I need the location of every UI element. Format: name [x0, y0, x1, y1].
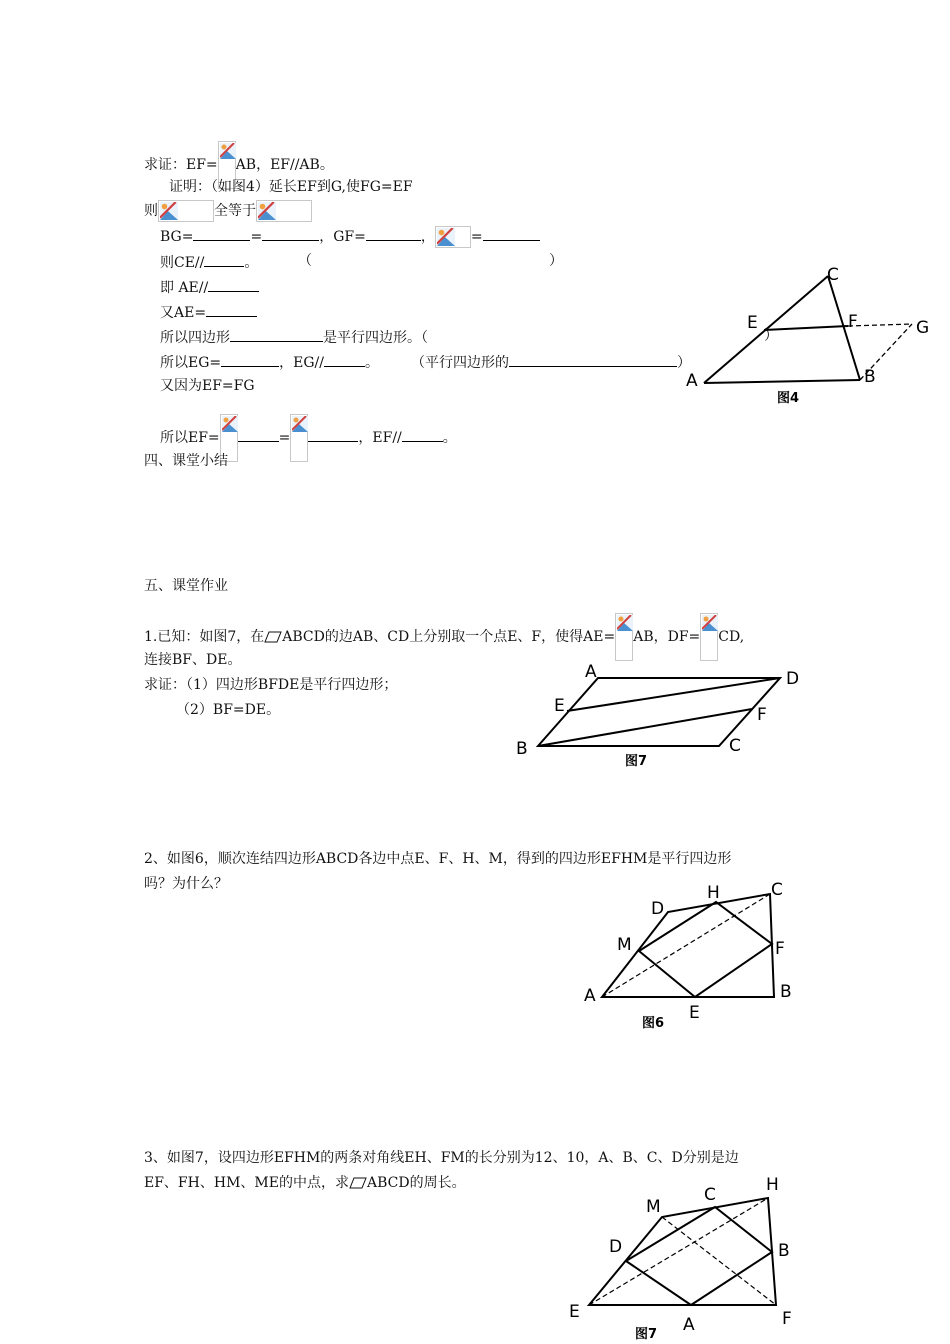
parallelogram-icon: [349, 1177, 367, 1189]
fig4-label-e: E: [747, 313, 758, 333]
fig4-label-a: A: [686, 371, 698, 391]
parallelogram-icon: [264, 631, 282, 643]
fig7a-caption: 图7: [625, 754, 648, 769]
fig7b-label-f: F: [782, 1309, 792, 1329]
proof-line-11: 所以EF= = ，EF// 。: [160, 414, 457, 462]
fig4-label-c: C: [827, 265, 839, 285]
fig7a-label-a: A: [585, 662, 597, 682]
proof-line-5-paren-close: ）: [549, 253, 563, 269]
figure-4: [680, 258, 940, 410]
proof-line-4: BG= = ，GF= ， =: [160, 226, 540, 248]
figure-6: [580, 876, 800, 1036]
q1-line-2: 连接BF、DE。: [144, 652, 242, 668]
fig4-caption: 图4: [777, 391, 800, 406]
broken-image-icon: [435, 226, 471, 248]
proof-line-9: 所以EG= ，EG// 。: [160, 352, 379, 372]
proof-line-8: 所以四边形 是平行四边形。（: [160, 327, 428, 347]
section-heading-summary: 四、课堂小结: [144, 453, 228, 469]
fig6-label-m: M: [617, 935, 632, 955]
fig6-label-a: A: [584, 986, 596, 1006]
fig4-label-b: B: [864, 367, 876, 387]
fig4-segment-ef: [764, 326, 848, 330]
fig7b-label-a: A: [683, 1315, 695, 1335]
proof-line-6: 即 AE//: [160, 277, 259, 297]
fig7a-segment-bf: [538, 709, 752, 746]
broken-image-icon: [615, 613, 633, 661]
fig7b-label-m: M: [646, 1197, 661, 1217]
fig7a-label-d: D: [786, 669, 800, 689]
fig7b-label-e: E: [569, 1302, 580, 1322]
fig7b-label-b: B: [778, 1241, 790, 1261]
fig7a-label-b: B: [516, 739, 528, 759]
proof-line-3: 则 全等于: [144, 200, 312, 222]
fig4-side-ab: [704, 380, 860, 383]
q1-line-1: 1.已知：如图7，在 ABCD的边AB、CD上分别取一个点E、F，使得AE= AB，DF= CD,: [144, 613, 744, 661]
fig7b-label-h: H: [766, 1175, 779, 1195]
proof-line-8-paren-close: ）: [764, 328, 778, 344]
fig7a-parallelogram-abcd: [538, 678, 780, 746]
fig7a-label-f: F: [757, 705, 767, 725]
figure-7-q3: [565, 1172, 805, 1344]
broken-image-icon: [256, 200, 312, 222]
q2-line-2: 吗？为什么？: [144, 876, 228, 892]
proof-line-7: 又AE=: [160, 302, 257, 322]
proof-line-1: 求证：EF= AB，EF//AB。: [144, 141, 334, 189]
fig6-label-e: E: [689, 1003, 700, 1023]
fig6-label-b: B: [780, 982, 792, 1002]
proof-line-10: 又因为EF=FG: [160, 378, 255, 394]
fig6-label-d: D: [651, 899, 665, 919]
fig4-label-g: G: [916, 318, 930, 338]
fig7b-label-c: C: [704, 1185, 716, 1205]
fig6-label-h: H: [707, 883, 720, 903]
broken-image-icon: [290, 414, 308, 462]
fig7a-label-e: E: [554, 696, 565, 716]
section-heading-homework: 五、课堂作业: [144, 578, 228, 594]
proof-line-2: 证明：（如图4）延长EF到G,使FG=EF: [169, 179, 413, 195]
q1-line-4: （2）BF=DE。: [176, 702, 281, 718]
fig7b-label-d: D: [609, 1237, 623, 1257]
broken-image-icon: [700, 613, 718, 661]
q3-line-2: EF、FH、HM、ME的中点，求 ABCD的周长。: [144, 1175, 466, 1191]
proof-line-5-paren-open: （: [298, 253, 312, 269]
proof-line-9-reason: （平行四边形的 ）: [411, 352, 691, 372]
q3-line-1: 3、如图7，设四边形EFHM的两条对角线EH、FM的长分别为12、10，A、B、C、D分别是边: [144, 1150, 739, 1166]
broken-image-icon: [158, 200, 214, 222]
q1-line-3: 求证：（1）四边形BFDE是平行四边形；: [144, 677, 398, 693]
proof-line-5: 则CE// 。: [160, 252, 258, 272]
q2-line-1: 2、如图6，顺次连结四边形ABCD各边中点E、F、H、M，得到的四边形EFHM是平行四边形: [144, 851, 732, 867]
fig7a-label-c: C: [729, 736, 741, 756]
fig6-label-f: F: [775, 939, 785, 959]
fig4-label-f: F: [848, 312, 858, 332]
fig6-caption: 图6: [642, 1016, 665, 1031]
fig7a-segment-ed: [567, 678, 780, 711]
fig6-label-c: C: [771, 880, 783, 900]
fig7b-parallelogram-abcd: [626, 1207, 772, 1305]
fig7b-caption: 图7: [635, 1327, 658, 1342]
figure-7-q1: [510, 656, 810, 771]
